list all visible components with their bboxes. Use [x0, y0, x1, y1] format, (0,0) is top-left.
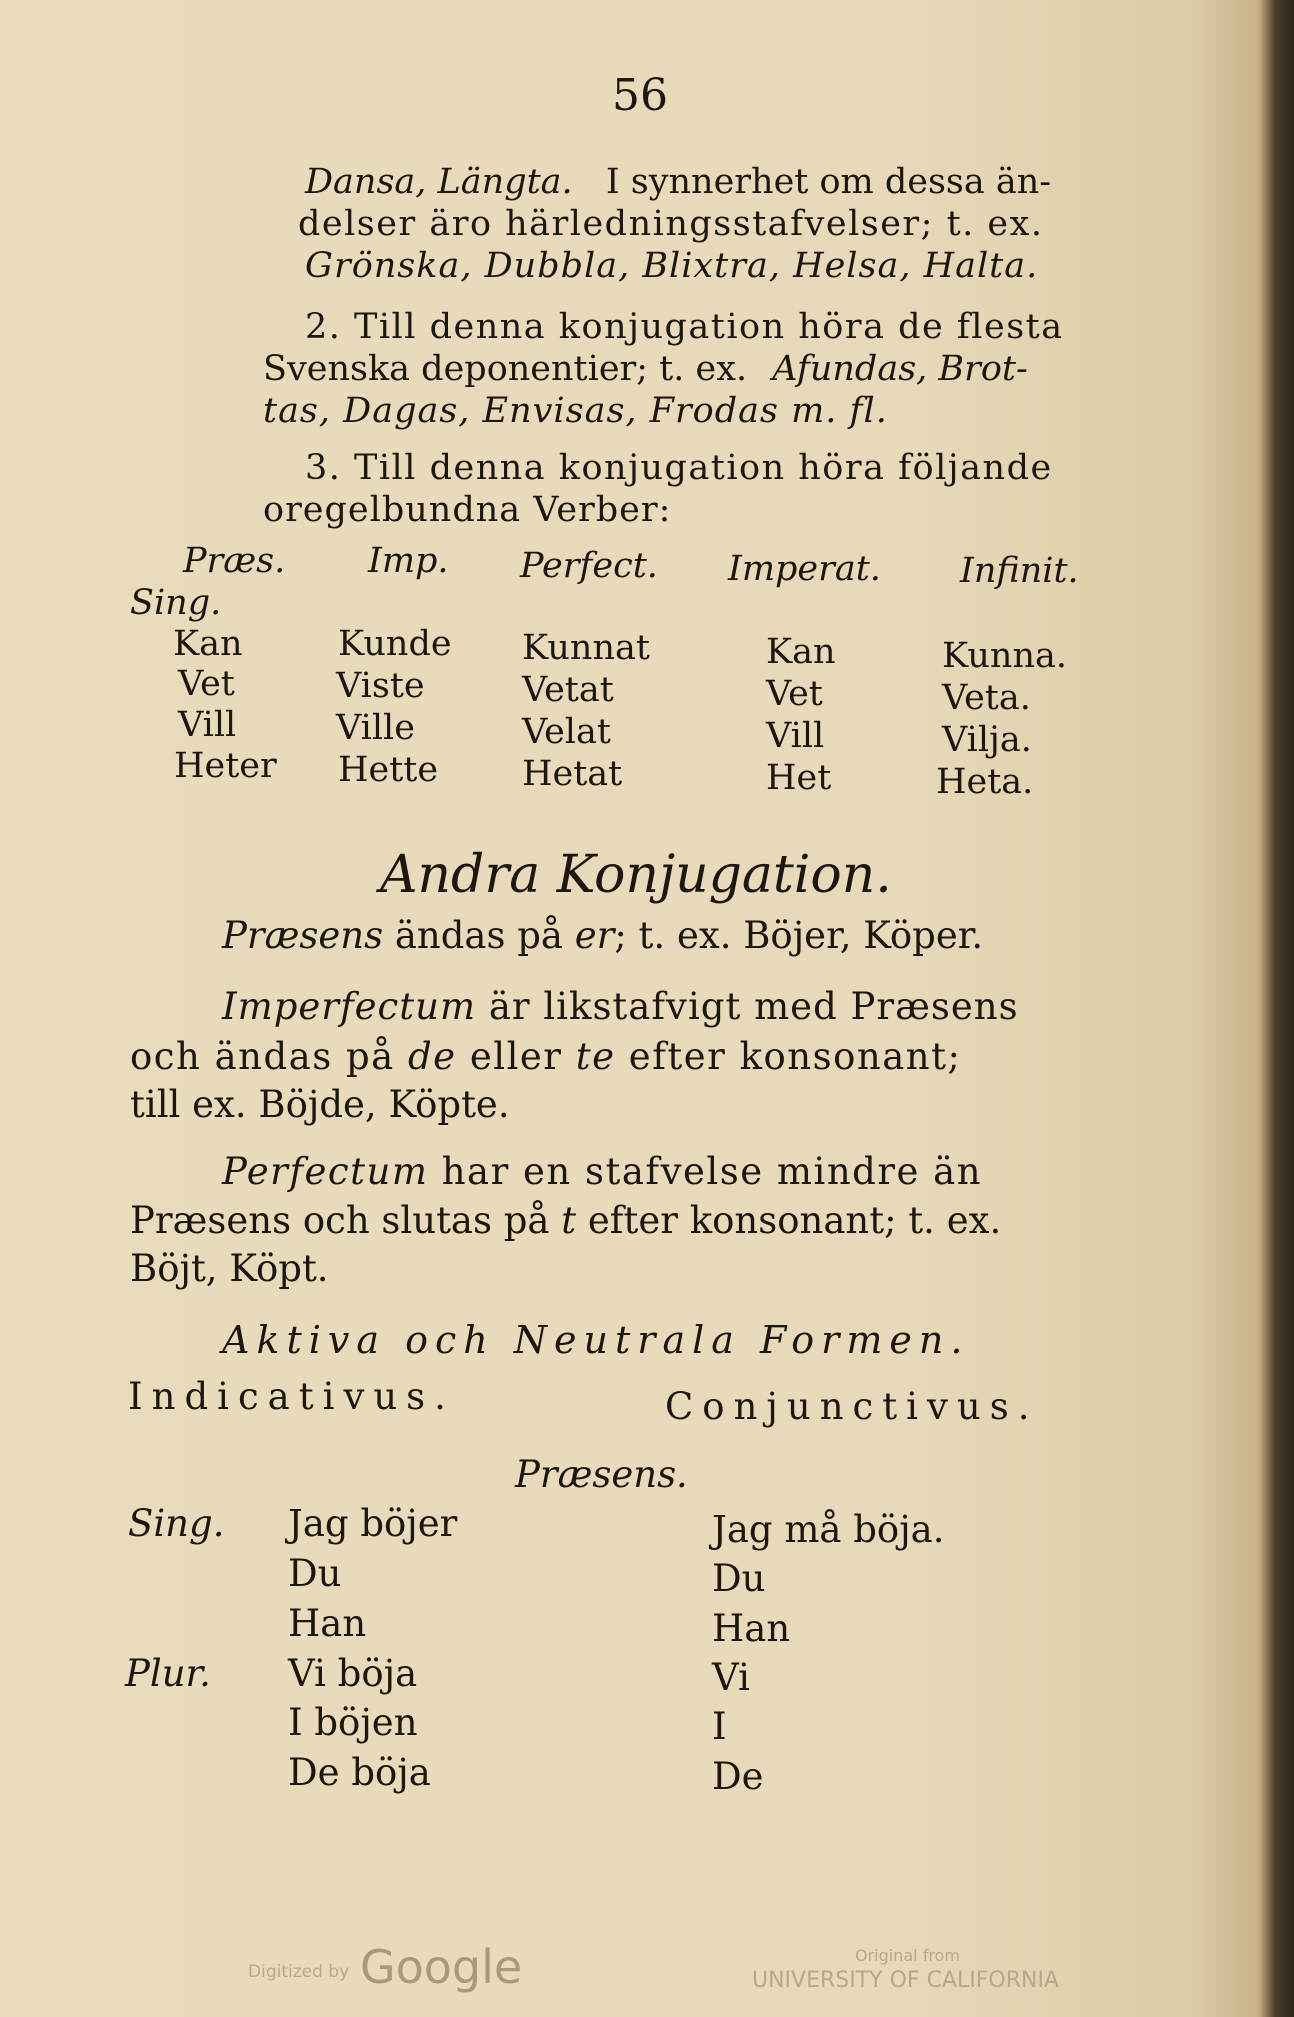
perfectum-text2a: Præsens och slutas på	[130, 1199, 550, 1242]
table-cell: Kunnat	[522, 628, 650, 668]
watermark-google-logo: Google	[360, 1940, 523, 1994]
watermark-university: UNIVERSITY OF CALIFORNIA	[752, 1968, 1059, 1993]
header-imperat: Imperat.	[728, 549, 881, 589]
praesens-line	[222, 914, 983, 957]
page-number: 56	[612, 70, 668, 121]
table-cell: Heta.	[936, 762, 1034, 802]
perfectum-text2b: efter konsonant; t. ex.	[587, 1199, 1002, 1242]
sing-row-label: Sing.	[128, 1502, 225, 1545]
watermark-original: Original from	[855, 1946, 960, 1965]
indicative-form: Du	[288, 1552, 342, 1595]
para1-examples: Dansa, Längta.	[305, 162, 573, 202]
indicative-form: Han	[288, 1602, 367, 1645]
imperfectum-de: de	[407, 1035, 457, 1078]
sing-label: Sing.	[130, 583, 222, 623]
indicative-form: Jag böjer	[288, 1502, 458, 1545]
praesens-text: ändas på	[394, 914, 563, 957]
header-imp: Imp.	[368, 541, 449, 581]
para1-text: I synnerhet om dessa än-	[605, 162, 1052, 202]
conjunctivus-heading: Conjunctivus.	[665, 1385, 1039, 1428]
table-cell: Vill	[178, 705, 237, 745]
para1-line3: Grönska, Dubbla, Blixtra, Helsa, Halta.	[305, 246, 1039, 286]
table-cell: Het	[766, 758, 832, 798]
perfectum-t: t	[561, 1199, 577, 1242]
para2-line1: 2. Till denna konjugation höra de flesta	[305, 307, 1064, 347]
conjunctive-form: Han	[712, 1607, 791, 1650]
imperfectum-te: te	[575, 1035, 616, 1078]
conjunctive-form: De	[712, 1755, 764, 1798]
page-gutter	[1260, 0, 1294, 2017]
imperfectum-line3: till ex. Böjde, Köpte.	[130, 1083, 510, 1126]
para2-line2	[263, 349, 1028, 389]
para2-line3: tas, Dagas, Envisas, Frodas m. fl.	[263, 391, 888, 431]
forms-heading: Aktiva och Neutrala Formen.	[222, 1318, 970, 1362]
perfectum-term: Perfectum	[222, 1150, 429, 1193]
para3-line2: oregelbundna Verber:	[263, 490, 672, 530]
imperfectum-text2a: och ändas på	[130, 1035, 395, 1078]
conjunctive-form: Du	[712, 1557, 766, 1600]
perfectum-line2	[130, 1199, 1001, 1242]
indicative-form: Vi böja	[288, 1652, 418, 1695]
para2-examples: Afundas, Brot-	[772, 349, 1028, 389]
table-cell: Kan	[766, 632, 836, 672]
perfectum-text1: har en stafvelse mindre än	[441, 1150, 983, 1193]
table-cell: Kunna.	[942, 636, 1067, 676]
table-cell: Veta.	[942, 678, 1031, 718]
indicative-form: I böjen	[288, 1701, 418, 1744]
section-heading: Andra Konjugation.	[380, 845, 892, 905]
conjunctive-form: Jag må böja.	[712, 1508, 945, 1551]
para1-line1	[305, 162, 1051, 202]
imperfectum-line2	[130, 1035, 961, 1078]
table-cell: Viste	[336, 666, 425, 706]
table-cell: Velat	[522, 712, 611, 752]
indicativus-heading: Indicativus.	[128, 1375, 455, 1418]
praesens-ending: er	[574, 914, 615, 957]
table-cell: Hetat	[522, 754, 623, 794]
table-cell: Kunde	[338, 624, 452, 664]
header-perfect: Perfect.	[520, 546, 658, 586]
plur-row-label: Plur.	[125, 1652, 211, 1695]
conjunctive-form: Vi	[712, 1656, 750, 1699]
header-infinit: Infinit.	[960, 551, 1079, 591]
imperfectum-line1	[222, 985, 1019, 1028]
table-cell: Hette	[338, 750, 439, 790]
table-cell: Vill	[766, 716, 825, 756]
indicative-form: De böja	[288, 1751, 431, 1794]
para2-text: Svenska deponentier; t. ex.	[263, 349, 748, 389]
perfectum-line3: Böjt, Köpt.	[130, 1247, 329, 1290]
perfectum-line1	[222, 1150, 982, 1193]
table-cell: Vilja.	[942, 720, 1032, 760]
table-cell: Ville	[336, 708, 415, 748]
conjunctive-form: I	[712, 1705, 727, 1748]
imperfectum-eller: eller	[469, 1035, 563, 1078]
tense-heading: Præsens.	[515, 1453, 688, 1496]
table-cell: Heter	[174, 746, 277, 786]
table-cell: Kan	[173, 624, 243, 664]
para3-line1: 3. Till denna konjugation höra följande	[305, 448, 1053, 488]
watermark-digitized: Digitized by	[248, 1962, 350, 1982]
table-cell: Vet	[766, 674, 823, 714]
table-cell: Vet	[178, 664, 235, 704]
imperfectum-text1: är likstafvigt med Præsens	[488, 985, 1019, 1028]
table-cell: Vetat	[522, 670, 614, 710]
praesens-examples: ; t. ex. Böjer, Köper.	[614, 914, 984, 957]
para1-line2: delser äro härledningsstafvelser; t. ex.	[298, 204, 1044, 244]
imperfectum-text2b: efter konsonant;	[628, 1035, 962, 1078]
praesens-term: Præsens	[222, 914, 384, 957]
imperfectum-term: Imperfectum	[222, 985, 477, 1028]
header-praes: Præs.	[183, 541, 286, 581]
